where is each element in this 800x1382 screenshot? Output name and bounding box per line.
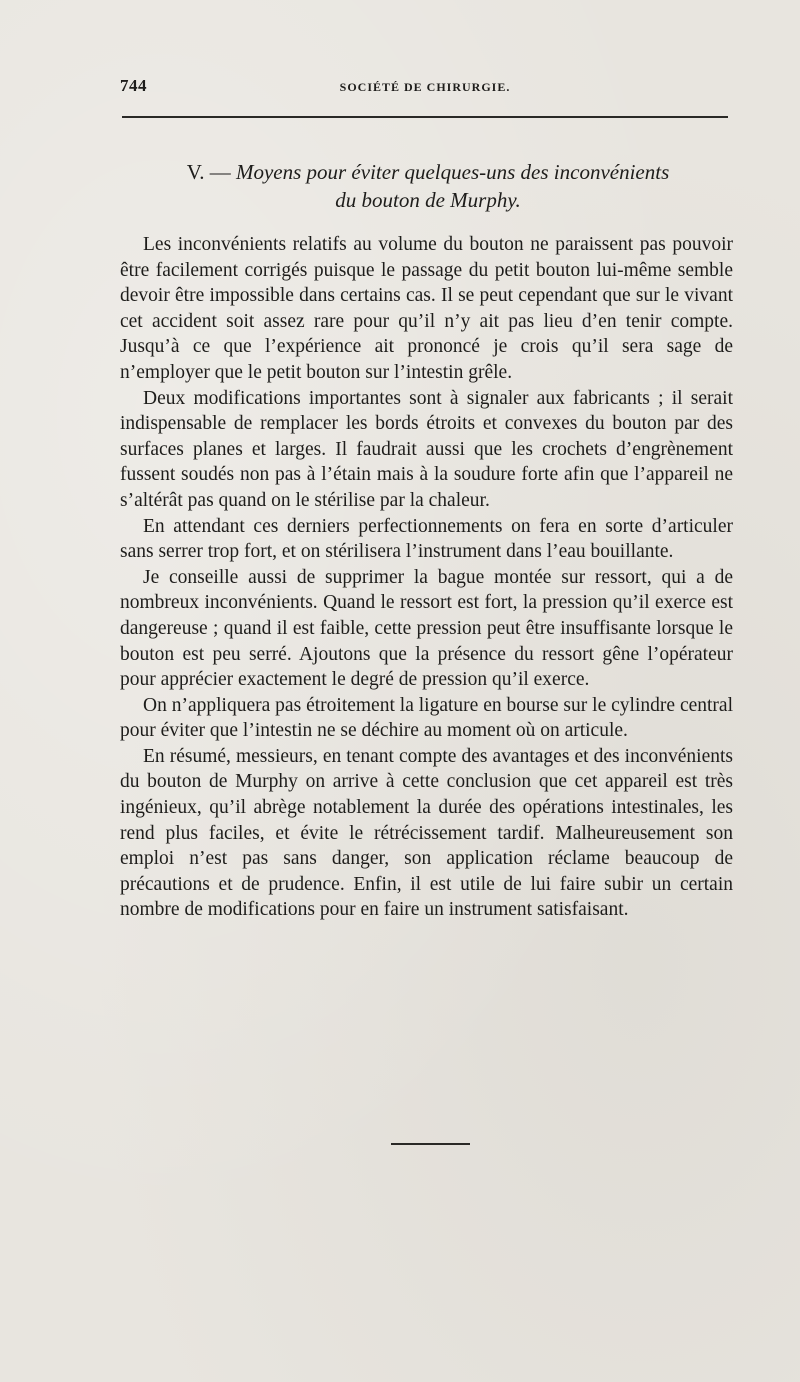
section-heading: [120, 158, 736, 214]
end-rule: [391, 1143, 470, 1145]
section-heading-line-1: [120, 158, 736, 186]
paragraph: En attendant ces derniers perfectionnements on fera en sorte d’articuler sans serrer trop fort, et on stérilisera l’instrument dans l’eau bouillante.: [120, 515, 733, 563]
header-rule: [122, 116, 728, 118]
section-numeral: V. —: [186, 160, 231, 184]
page-number: 744: [120, 76, 147, 95]
paragraph: On n’appliquera pas étroitement la ligature en bourse sur le cylindre central pour éviter que l’intestin ne se déchire au moment où on articule.: [120, 694, 733, 742]
paragraph: Deux modifications importantes sont à signaler aux fabricants ; il serait indispensable de remplacer les bords étroits et convexes du bouton par des surfaces planes et larges. Il faudrait aussi que les crochets d’engrènement fussent soudés non pas à l’étain mais à la soudure forte afin que l’appareil ne s’altérât pas quand on le stérilise par la chaleur.: [120, 387, 733, 511]
paragraph: En résumé, messieurs, en tenant compte des avantages et des inconvénients du bouton de Murphy on arrive à cette conclusion que cet appareil est très ingénieux, qu’il abrège notablement la durée des opérations intestinales, les rend plus faciles, et évite le rétrécissement tardif. Malheureusement son emploi n’est pas sans danger, son application réclame beaucoup de précautions et de prudence. Enfin, il est utile de lui faire subir un certain nombre de modifications pour en faire un instrument satisfaisant.: [120, 745, 733, 921]
running-head: [120, 76, 730, 102]
paragraph: Je conseille aussi de supprimer la bague montée sur ressort, qui a de nombreux inconvénients. Quand le ressort est fort, la pression qu’il exerce est dangereuse ; quand il est faible, cette pression peut être insuffisante lorsque le bouton est peu serré. Ajoutons que la présence du ressort gêne l’opérateur pour apprécier exactement le degré de pression qu’il exerce.: [120, 566, 733, 691]
section-title-line-2: du bouton de Murphy.: [335, 188, 521, 212]
body-text: [120, 232, 733, 923]
running-title: SOCIÉTÉ DE CHIRURGIE.: [339, 80, 511, 94]
paragraph: Les inconvénients relatifs au volume du bouton ne paraissent pas pouvoir être facilement corrigés puisque le passage du petit bouton lui-même semble devoir être impossible dans certains cas. Il se peut cependant que sur le vivant cet accident soit assez rare pour qu’il n’y ait pas lieu d’en tenir compte. Jusqu’à ce que l’expérience ait prononcé je crois qu’il sera sage de n’employer que le petit bouton sur l’intestin grêle.: [120, 234, 733, 383]
section-title-line-1: Moyens pour éviter quelques-uns des inconvénients: [235, 160, 670, 184]
section-heading-line-2: [120, 186, 736, 214]
